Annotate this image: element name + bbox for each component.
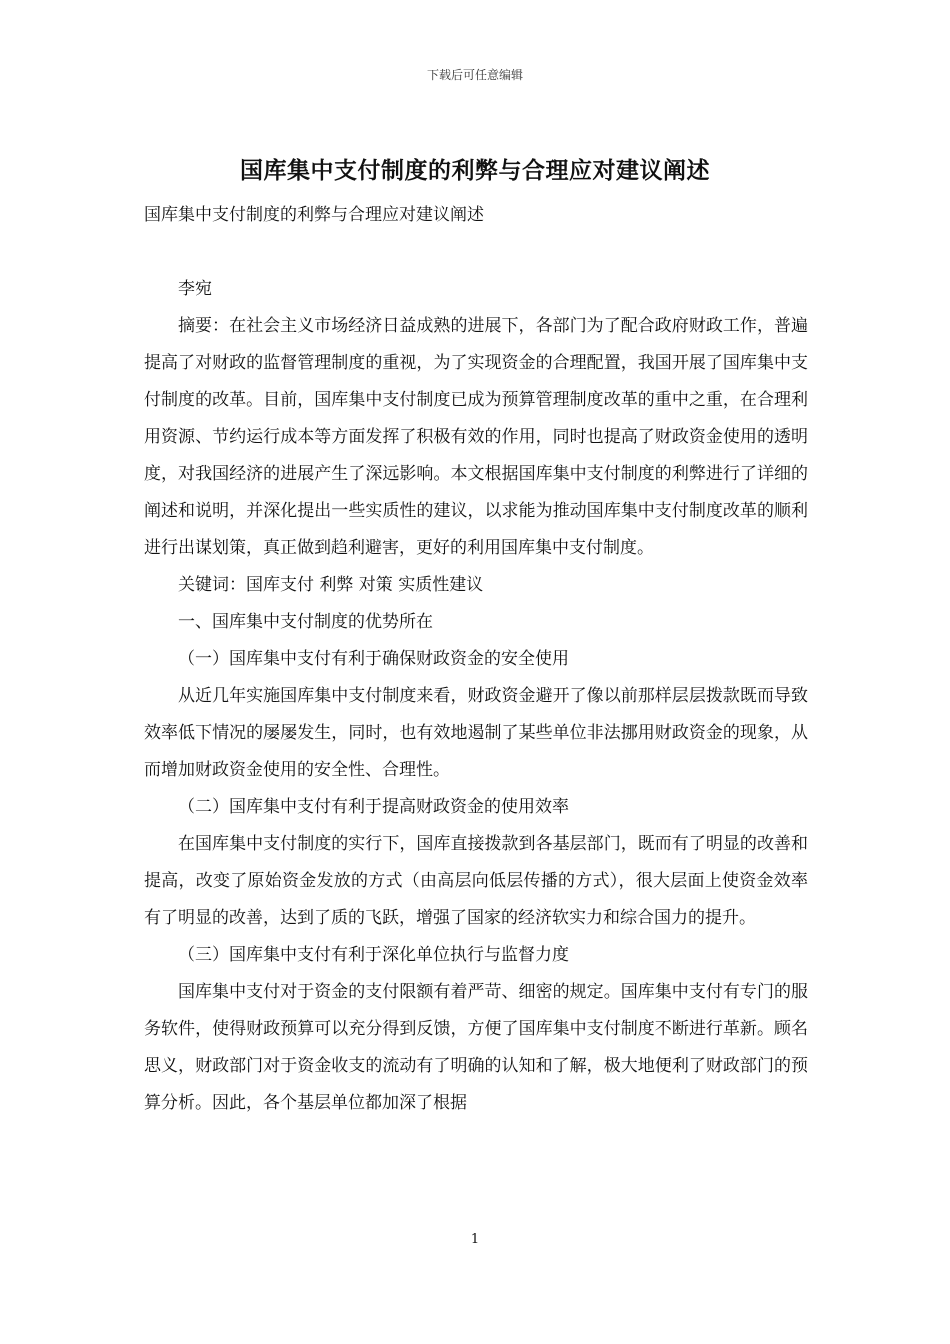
author: 李宛: [178, 279, 212, 299]
abstract-paragraph: 摘要：在社会主义市场经济日益成熟的进展下，各部门为了配合政府财政工作，普遍提高了对财政的监督管理制度的重视，为了实现资金的合理配置，我国开展了国库集中支付制度的改革。目前，国库集中支付制度已成为预算管理制度改革的重中之重，在合理利用资源、节约运行成本等方面发挥了积极有效的作用，同时也提高了财政资金使用的透明度，对我国经济的进展产生了深远影响。本文根据国库集中支付制度的利弊进行了详细的阐述和说明，并深化提出一些实质性的建议，以求能为推动国库集中支付制度改革的顺利进行出谋划策，真正做到趋利避害，更好的利用国库集中支付制度。: [144, 316, 808, 558]
paragraph-2: 在国库集中支付制度的实行下，国库直接拨款到各基层部门，既而有了明显的改善和提高，改变了原始资金发放的方式（由高层向低层传播的方式），很大层面上使资金效率有了明显的改善，达到了质的飞跃，增强了国家的经济软实力和综合国力的提升。: [144, 834, 808, 928]
subsection-heading-1: （一）国库集中支付有利于确保财政资金的安全使用: [178, 649, 569, 669]
subsection-heading-3: （三）国库集中支付有利于深化单位执行与监督力度: [178, 945, 569, 965]
keywords: 关键词：国库支付 利弊 对策 实质性建议: [178, 575, 484, 595]
header-note: 下载后可任意编辑: [426, 68, 523, 82]
document-subtitle: 国库集中支付制度的利弊与合理应对建议阐述: [144, 205, 484, 225]
paragraph-3: 国库集中支付对于资金的支付限额有着严苛、细密的规定。国库集中支付有专门的服务软件，使得财政预算可以充分得到反馈，方便了国库集中支付制度不断进行革新。顾名思义，财政部门对于资金收支的流动有了明确的认知和了解，极大地便利了财政部门的预算分析。因此，各个基层单位都加深了根据: [144, 982, 808, 1113]
document-title: 国库集中支付制度的利弊与合理应对建议阐述: [240, 157, 710, 184]
page-number: 1: [470, 1232, 480, 1247]
section-heading-1: 一、国库集中支付制度的优势所在: [178, 612, 433, 632]
document-body: [144, 271, 808, 1122]
subsection-heading-2: （二）国库集中支付有利于提高财政资金的使用效率: [178, 797, 569, 817]
paragraph-1: 从近几年实施国库集中支付制度来看，财政资金避开了像以前那样层层拨款既而导致效率低下情况的屡屡发生，同时，也有效地遏制了某些单位非法挪用财政资金的现象，从而增加财政资金使用的安全性、合理性。: [144, 686, 808, 780]
